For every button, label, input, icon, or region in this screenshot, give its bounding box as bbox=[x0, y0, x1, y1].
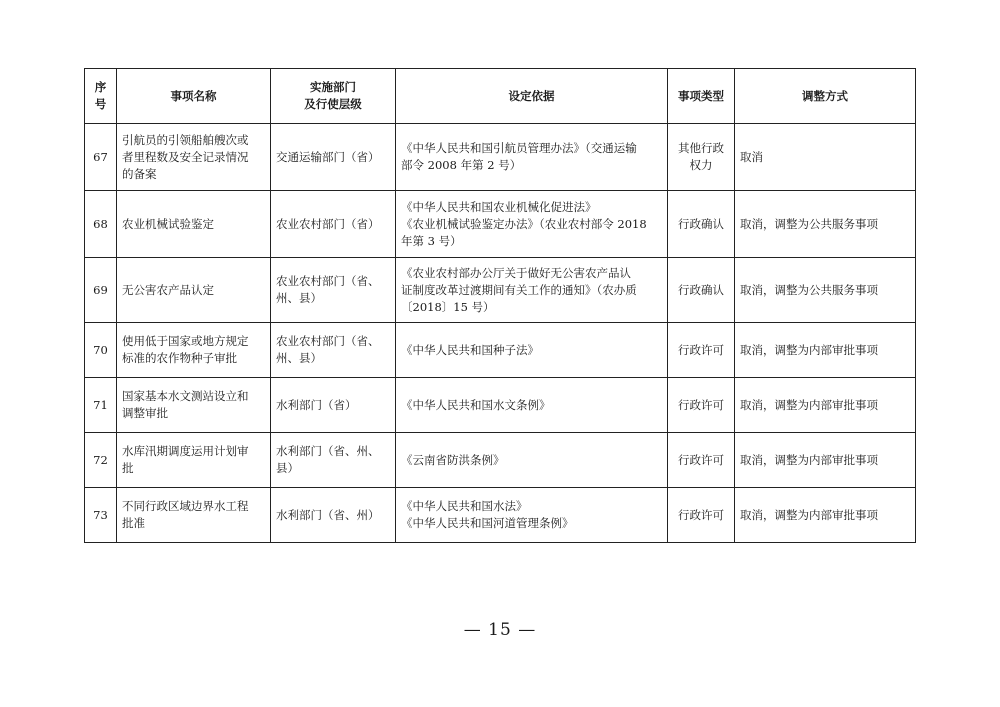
cell-department: 水利部门（省、州） bbox=[271, 488, 396, 543]
cell-seq: 67 bbox=[85, 124, 117, 191]
cell-legal-basis: 《中华人民共和国引航员管理办法》（交通运输 部令 2008 年第 2 号） bbox=[396, 124, 668, 191]
cell-department: 农业农村部门（省、 州、县） bbox=[271, 258, 396, 323]
cell-item-name: 国家基本水文测站设立和 调整审批 bbox=[117, 378, 271, 433]
cell-seq: 69 bbox=[85, 258, 117, 323]
items-table bbox=[84, 68, 916, 543]
cell-seq: 72 bbox=[85, 433, 117, 488]
cell-item-type: 行政许可 bbox=[668, 378, 735, 433]
cell-legal-basis: 《中华人民共和国水文条例》 bbox=[396, 378, 668, 433]
cell-department: 交通运输部门（省） bbox=[271, 124, 396, 191]
table-body bbox=[85, 124, 916, 543]
cell-legal-basis: 《中华人民共和国农业机械化促进法》 《农业机械试验鉴定办法》（农业农村部令 2018 年第 3 号） bbox=[396, 191, 668, 258]
page-number: — 15 — bbox=[463, 620, 537, 640]
cell-item-name: 引航员的引领船舶艘次或 者里程数及安全记录情况 的备案 bbox=[117, 124, 271, 191]
table-row bbox=[85, 378, 916, 433]
cell-legal-basis: 《中华人民共和国种子法》 bbox=[396, 323, 668, 378]
table-row bbox=[85, 488, 916, 543]
cell-item-name: 水库汛期调度运用计划审 批 bbox=[117, 433, 271, 488]
cell-legal-basis: 《中华人民共和国水法》 《中华人民共和国河道管理条例》 bbox=[396, 488, 668, 543]
cell-adjustment-method: 取消，调整为内部审批事项 bbox=[735, 433, 916, 488]
header-method: 调整方式 bbox=[735, 69, 916, 124]
cell-adjustment-method: 取消 bbox=[735, 124, 916, 191]
cell-department: 农业农村部门（省） bbox=[271, 191, 396, 258]
header-seq: 序 号 bbox=[85, 69, 117, 124]
cell-seq: 73 bbox=[85, 488, 117, 543]
table-row bbox=[85, 191, 916, 258]
cell-item-name: 农业机械试验鉴定 bbox=[117, 191, 271, 258]
cell-adjustment-method: 取消，调整为内部审批事项 bbox=[735, 488, 916, 543]
header-type: 事项类型 bbox=[668, 69, 735, 124]
cell-item-type: 行政确认 bbox=[668, 258, 735, 323]
cell-item-name: 无公害农产品认定 bbox=[117, 258, 271, 323]
cell-seq: 68 bbox=[85, 191, 117, 258]
table-row bbox=[85, 433, 916, 488]
cell-item-type: 行政许可 bbox=[668, 433, 735, 488]
cell-adjustment-method: 取消，调整为内部审批事项 bbox=[735, 323, 916, 378]
cell-legal-basis: 《农业农村部办公厅关于做好无公害农产品认 证制度改革过渡期间有关工作的通知》（农办质 〔2018〕15 号） bbox=[396, 258, 668, 323]
cell-department: 水利部门（省） bbox=[271, 378, 396, 433]
cell-adjustment-method: 取消，调整为内部审批事项 bbox=[735, 378, 916, 433]
table-row bbox=[85, 323, 916, 378]
cell-seq: 71 bbox=[85, 378, 117, 433]
cell-department: 农业农村部门（省、 州、县） bbox=[271, 323, 396, 378]
cell-seq: 70 bbox=[85, 323, 117, 378]
cell-adjustment-method: 取消，调整为公共服务事项 bbox=[735, 258, 916, 323]
cell-item-type: 行政许可 bbox=[668, 323, 735, 378]
cell-item-name: 不同行政区域边界水工程 批准 bbox=[117, 488, 271, 543]
table-header-row bbox=[85, 69, 916, 124]
table-row bbox=[85, 258, 916, 323]
header-dept: 实施部门 及行使层级 bbox=[271, 69, 396, 124]
table-row bbox=[85, 124, 916, 191]
cell-department: 水利部门（省、州、 县） bbox=[271, 433, 396, 488]
header-basis: 设定依据 bbox=[396, 69, 668, 124]
cell-item-type: 行政确认 bbox=[668, 191, 735, 258]
cell-item-name: 使用低于国家或地方规定 标准的农作物种子审批 bbox=[117, 323, 271, 378]
cell-legal-basis: 《云南省防洪条例》 bbox=[396, 433, 668, 488]
cell-adjustment-method: 取消，调整为公共服务事项 bbox=[735, 191, 916, 258]
cell-item-type: 行政许可 bbox=[668, 488, 735, 543]
cell-item-type: 其他行政 权力 bbox=[668, 124, 735, 191]
header-name: 事项名称 bbox=[117, 69, 271, 124]
